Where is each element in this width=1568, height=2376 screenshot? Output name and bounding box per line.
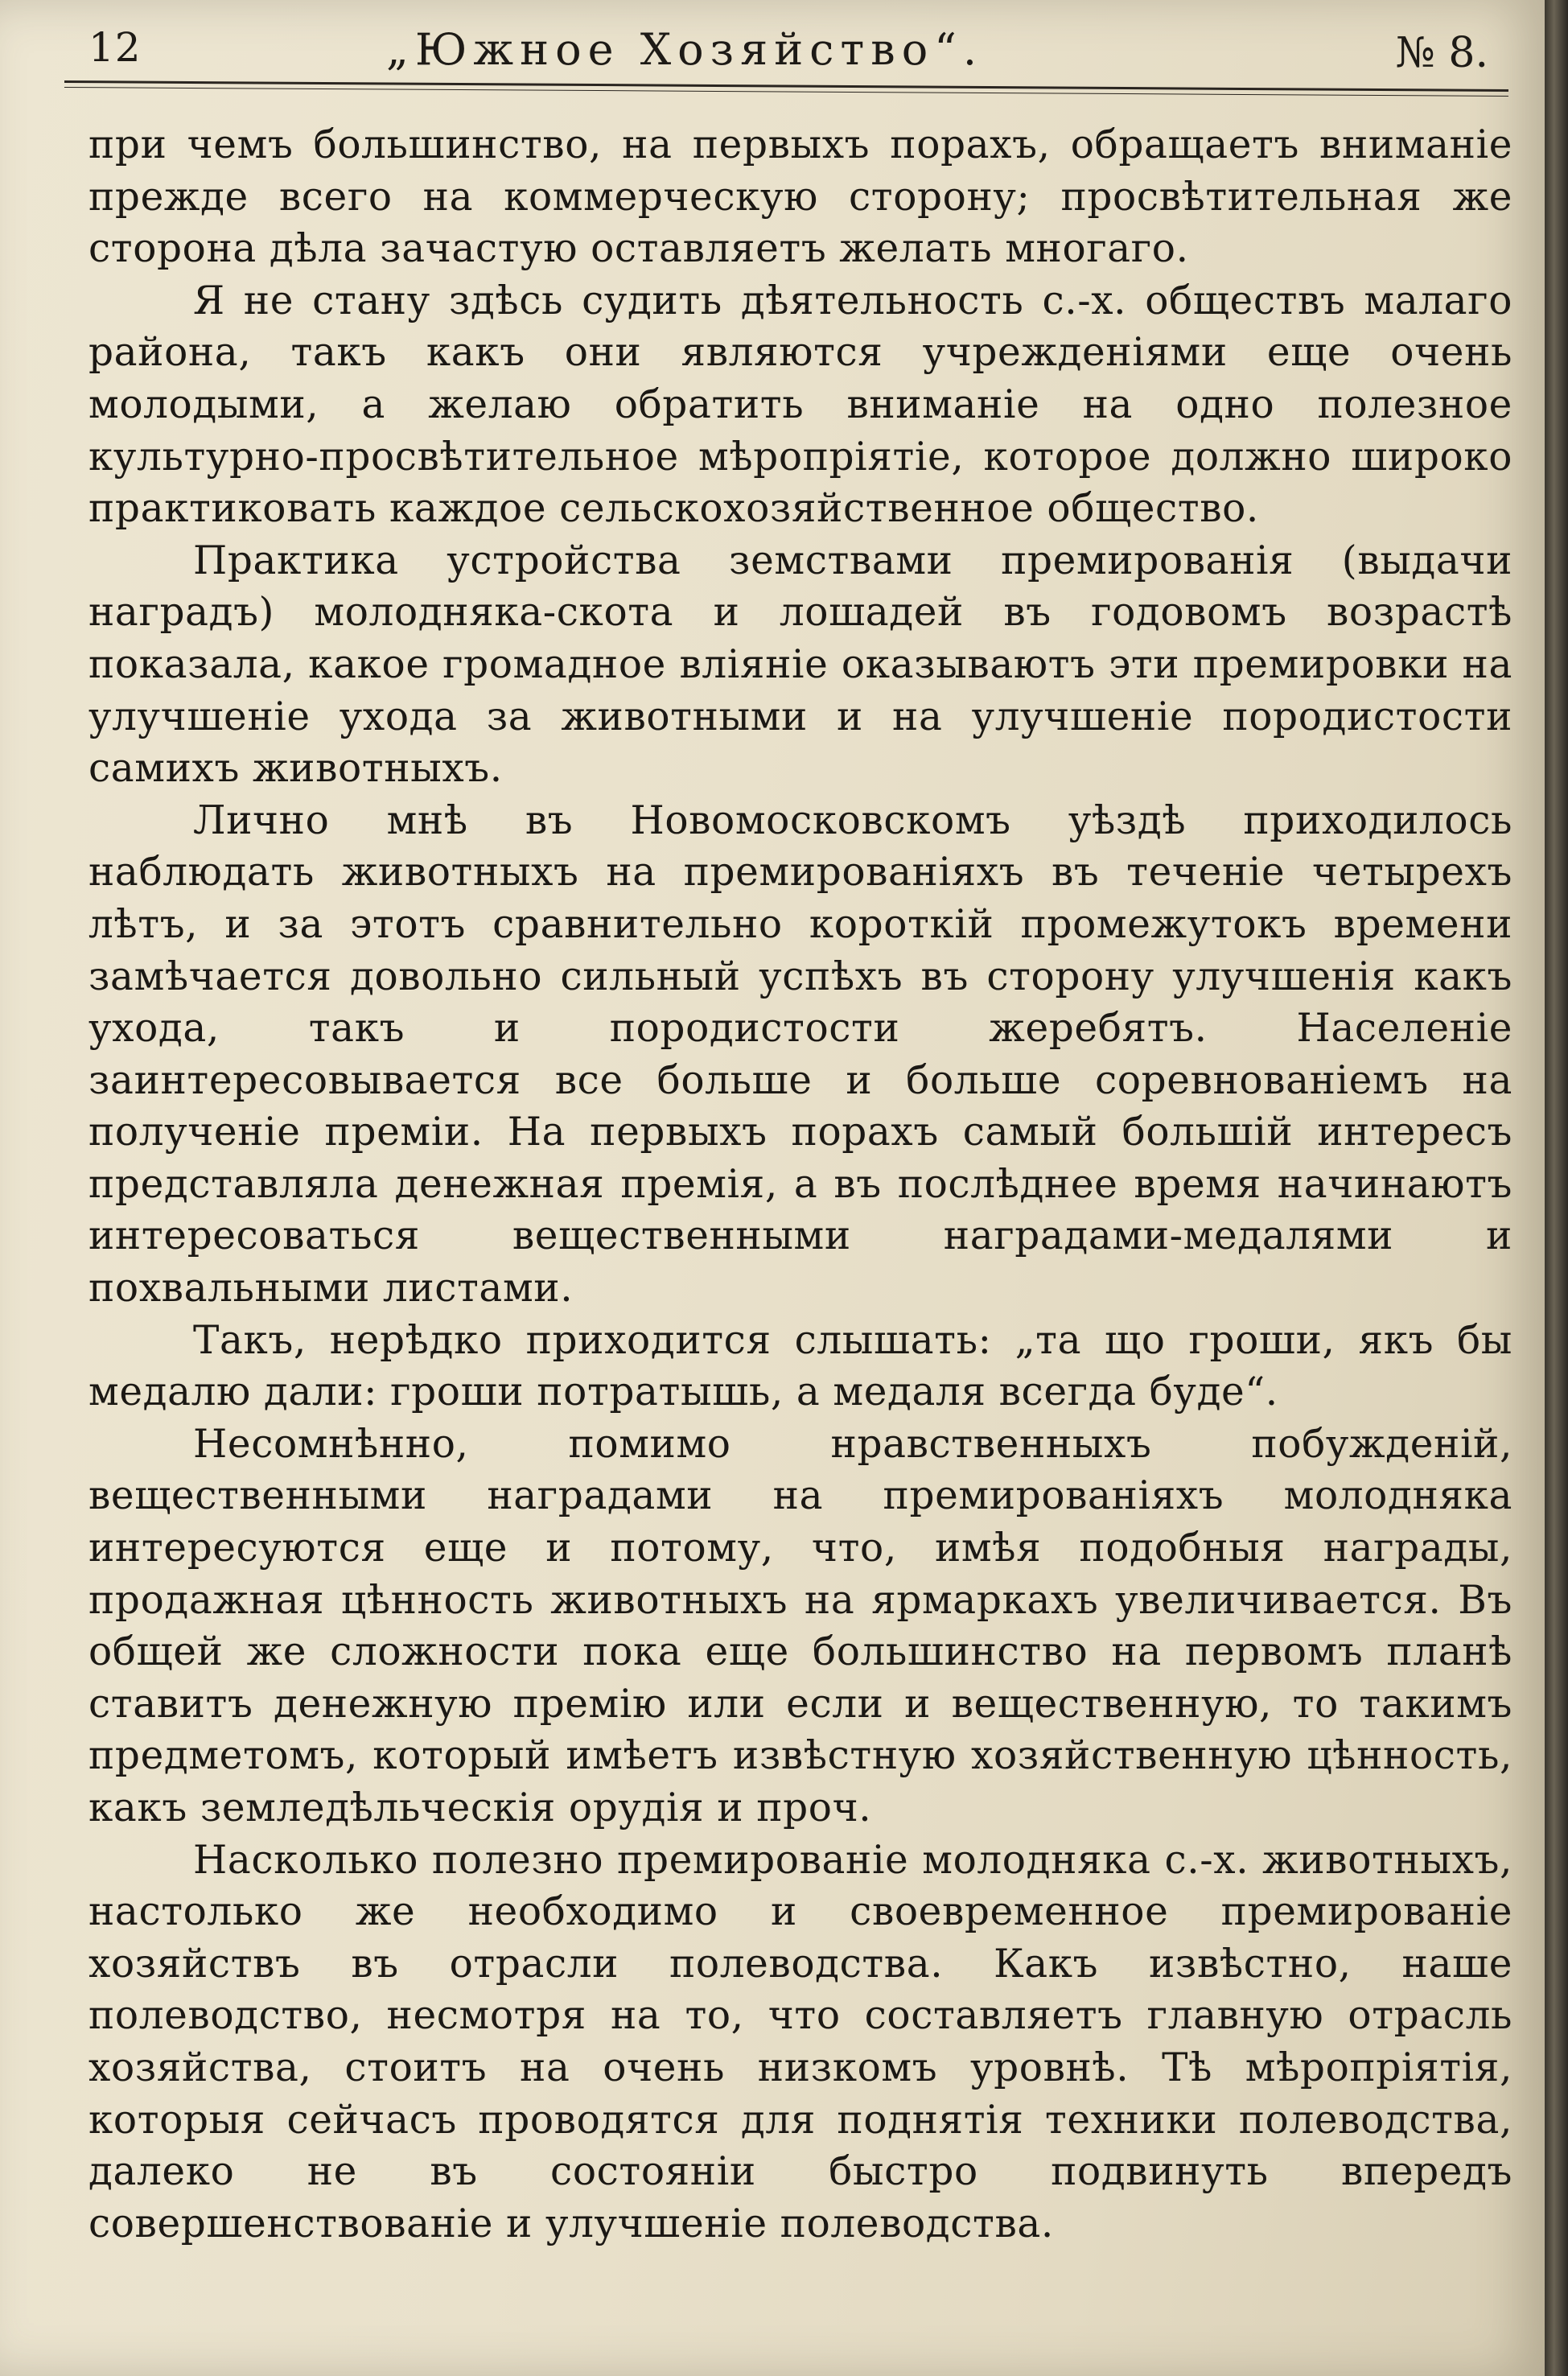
journal-title: „Южное Хозяйство“.	[386, 24, 983, 75]
page-number: 12	[88, 24, 142, 71]
running-header	[64, 24, 1504, 80]
paragraph: Несомнѣнно, помимо нравственныхъ побужденій, вещественными наградами на премированіяхъ молодняка интересуются еще и потому, что, имѣя подобныя награды, продажная цѣнность животныхъ на ярмаркахъ увеличивается. Въ общей же сложности пока еще большинство на первомъ планѣ ставитъ денежную премію или если и вещественную, то такимъ предметомъ, который имѣетъ извѣстную хозяйственную цѣнность, какъ земледѣльческія орудія и проч.	[88, 1421, 1512, 1830]
header-rule	[64, 80, 1508, 97]
paragraph: Практика устройства земствами премированія (выдачи наградъ) молодняка-скота и лошадей въ годовомъ возрастѣ показала, какое громадное вліяніе оказываютъ эти премировки на улучшеніе ухода за животными и на улучшеніе породистости самихъ животныхъ.	[88, 537, 1512, 792]
body-text	[88, 119, 1512, 2250]
paragraph: Лично мнѣ въ Новомосковскомъ уѣздѣ приходилось наблюдать животныхъ на премированіяхъ въ теченіе четырехъ лѣтъ, и за этотъ сравнительно короткій промежутокъ времени замѣчается довольно сильный успѣхъ въ сторону улучшенія какъ ухода, такъ и породистости жеребятъ. Населеніе заинтересовывается все больше и больше соревнованіемъ на полученіе преміи. На первыхъ порахъ самый большій интересъ представляла денежная премія, а въ послѣднее время начинаютъ интересоваться вещественными наградами-медалями и похвальными листами.	[88, 797, 1512, 1312]
issue-number: № 8.	[1395, 29, 1488, 77]
paragraph-quote: Такъ, нерѣдко приходится слышать: „та що гроши, якъ бы медалю дали: гроши потратышь, а медаля всегда буде“.	[88, 1317, 1512, 1415]
paragraph-continuation: при чемъ большинство, на первыхъ порахъ, обращаетъ вниманіе прежде всего на коммерческую сторону; просвѣтительная же сторона дѣла зачастую оставляетъ желать многаго.	[88, 122, 1512, 272]
paragraph: Я не стану здѣсь судить дѣятельность с.-х. обществъ малаго района, такъ какъ они являются учрежденіями еще очень молодыми, а желаю обратить вниманіе на одно полезное культурно-просвѣтительное мѣропріятіе, которое должно широко практиковать каждое сельскохозяйственное общество.	[88, 278, 1512, 532]
page-edge	[1545, 0, 1568, 2376]
paragraph: Насколько полезно премированіе молодняка с.-х. животныхъ, настолько же необходимо и своевременное премированіе хозяйствъ въ отрасли полеводства. Какъ извѣстно, наше полеводство, несмотря на то, что составляетъ главную отрасль хозяйства, стоитъ на очень низкомъ уровнѣ. Тѣ мѣропріятія, которыя сейчасъ проводятся для поднятія техники полеводства, далеко не въ состояніи быстро подвинуть впередъ совершенствованіе и улучшеніе полеводства.	[88, 1837, 1512, 2246]
